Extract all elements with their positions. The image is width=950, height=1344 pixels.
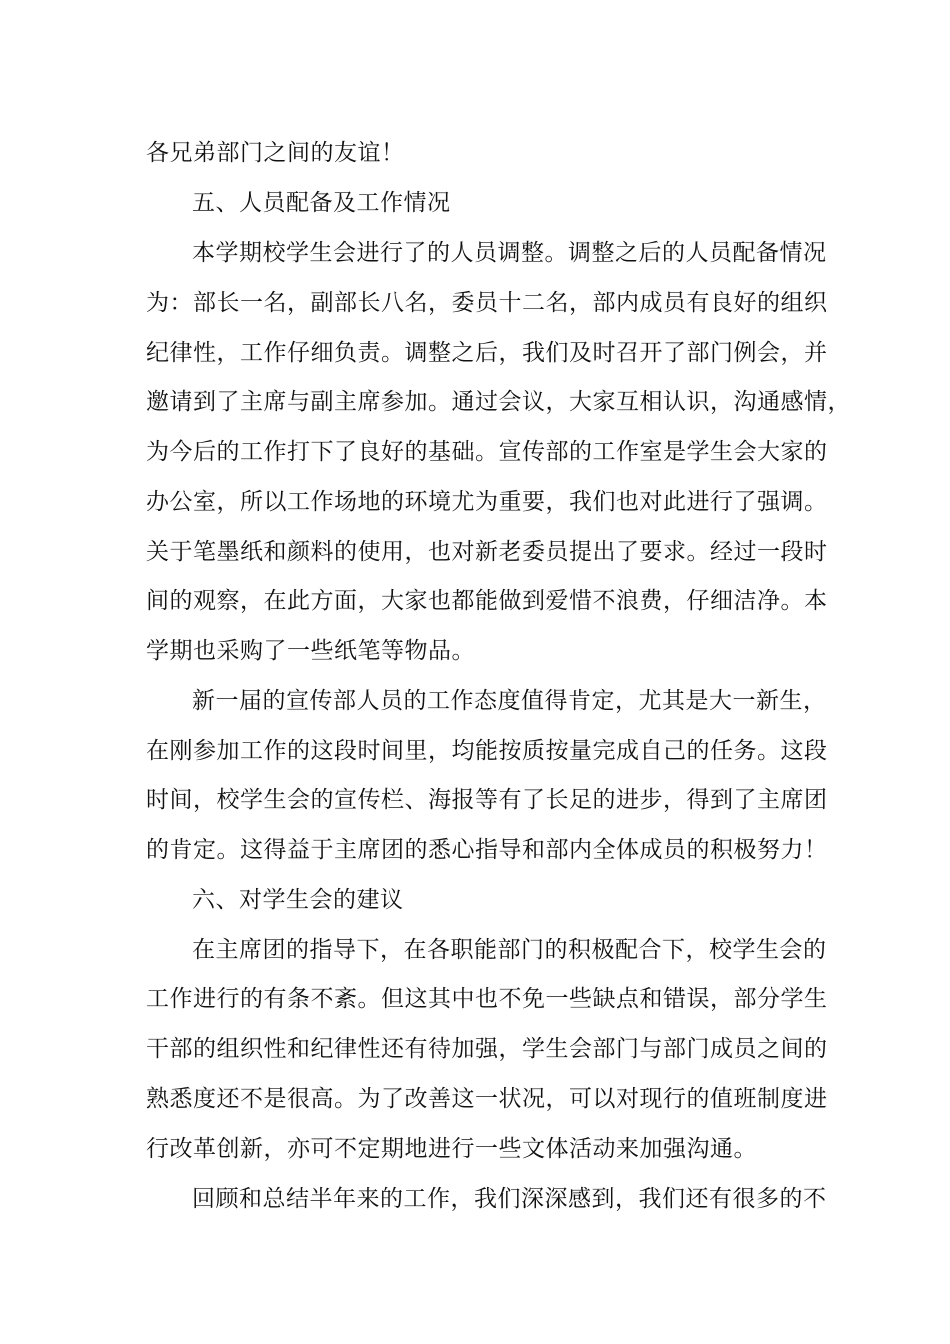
text-line: 学期也采购了一些纸笔等物品。	[146, 638, 475, 664]
section-heading: 五、人员配备及工作情况	[192, 190, 451, 216]
section-heading: 六、对学生会的建议	[192, 887, 404, 913]
text-line: 办公室，所以工作场地的环境尤为重要，我们也对此进行了强调。	[146, 489, 828, 515]
text-line: 在主席团的指导下，在各职能部门的积极配合下，校学生会的	[192, 937, 827, 963]
text-line: 邀请到了主席与副主席参加。通过会议，大家互相认识，沟通感情，	[146, 389, 851, 415]
text-line: 纪律性，工作仔细负责。调整之后，我们及时召开了部门例会，并	[146, 340, 828, 366]
text-line: 在刚参加工作的这段时间里，均能按质按量完成自己的任务。这段	[146, 738, 828, 764]
text-line: 关于笔墨纸和颜料的使用，也对新老委员提出了要求。经过一段时	[146, 539, 828, 565]
text-line: 间的观察，在此方面，大家也都能做到爱惜不浪费，仔细洁净。本	[146, 588, 828, 614]
text-line: 行改革创新，亦可不定期地进行一些文体活动来加强沟通。	[146, 1136, 757, 1162]
text-line: 干部的组织性和纪律性还有待加强，学生会部门与部门成员之间的	[146, 1036, 828, 1062]
text-line: 时间，校学生会的宣传栏、海报等有了长足的进步，得到了主席团	[146, 787, 828, 813]
text-line: 的肯定。这得益于主席团的悉心指导和部内全体成员的积极努力！	[146, 837, 828, 863]
text-line: 熟悉度还不是很高。为了改善这一状况，可以对现行的值班制度进	[146, 1086, 828, 1112]
text-line: 工作进行的有条不紊。但这其中也不免一些缺点和错误，部分学生	[146, 986, 828, 1012]
text-line: 为：部长一名，副部长八名，委员十二名，部内成员有良好的组织	[146, 290, 828, 316]
text-line: 新一届的宣传部人员的工作态度值得肯定，尤其是大一新生，	[192, 688, 827, 714]
text-line: 为今后的工作打下了良好的基础。宣传部的工作室是学生会大家的	[146, 439, 828, 465]
text-line: 各兄弟部门之间的友谊！	[146, 140, 405, 166]
text-line: 回顾和总结半年来的工作，我们深深感到，我们还有很多的不	[192, 1186, 827, 1212]
text-line: 本学期校学生会进行了的人员调整。调整之后的人员配备情况	[192, 240, 827, 266]
